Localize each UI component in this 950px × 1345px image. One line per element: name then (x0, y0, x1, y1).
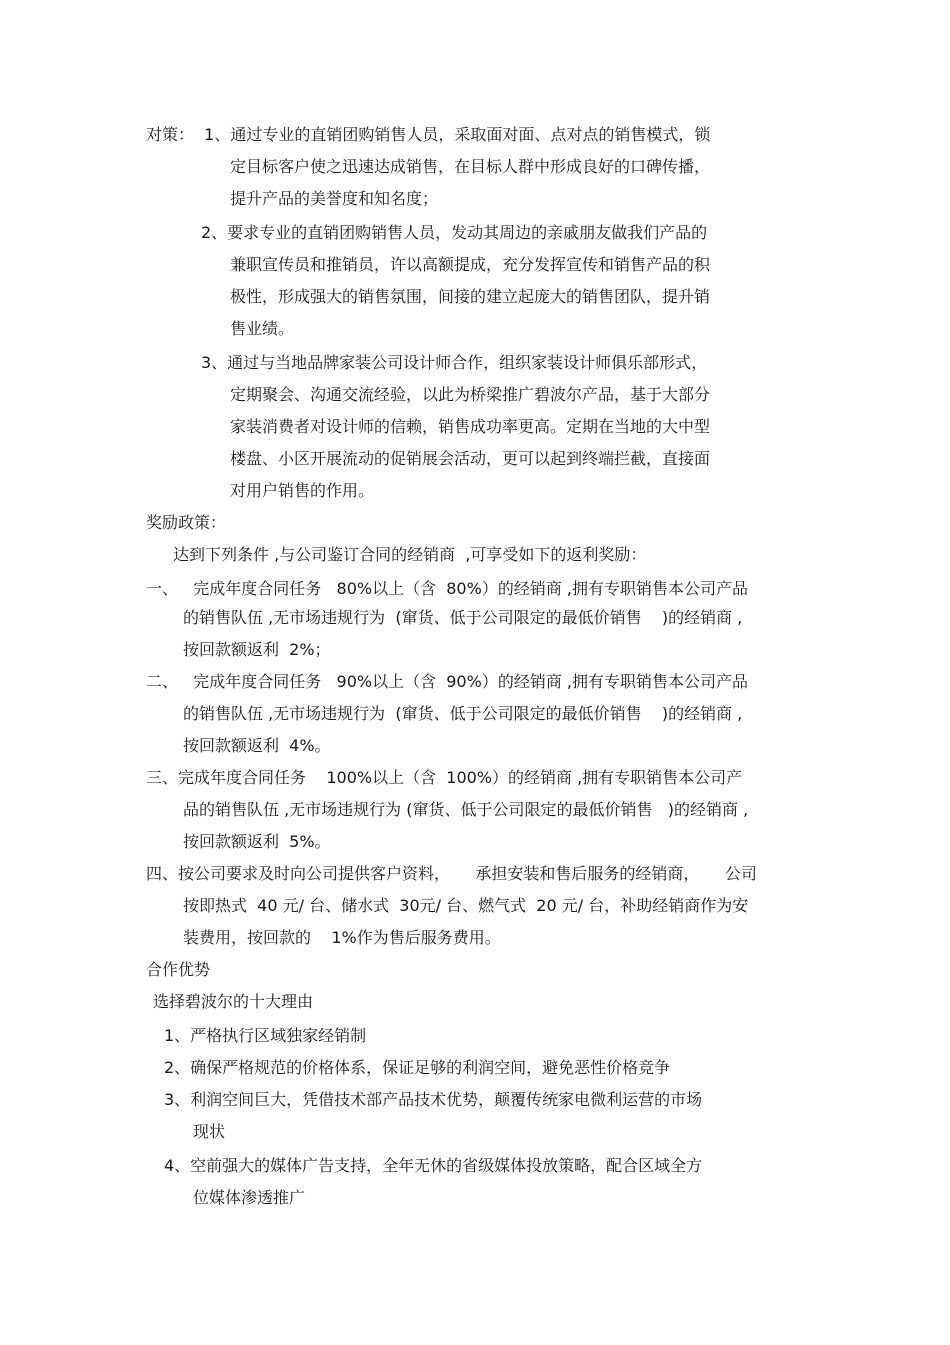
reason-4-line-1: 4、空前强大的媒体广告支持，全年无休的省级媒体投放策略，配合区域全方 (164, 1156, 703, 1175)
countermeasures-line-2: 定目标客户使之迅速达成销售，在目标人群中形成良好的口碑传播， (230, 157, 711, 176)
reward-item-4-line-2: 按即热式 40 元/ 台、储水式 30元/ 台、燃气式 20 元/ 台，补助经销商作为安 (183, 896, 749, 915)
reward-item-3-line-1: 三、完成年度合同任务 100%以上（含 100%）的经销商 ,拥有专职销售本公司产 (146, 768, 743, 787)
countermeasures-line-12: 对用户销售的作用。 (230, 481, 375, 500)
ten-reasons-heading: 选择碧波尔的十大理由 (153, 992, 314, 1011)
countermeasures-line-10: 家装消费者对设计师的信赖，销售成功率更高。定期在当地的大中型 (230, 417, 711, 436)
reward-item-2-line-1: 二、 完成年度合同任务 90%以上（含 90%）的经销商 ,拥有专职销售本公司产品 (146, 672, 748, 691)
reason-3-line-2: 现状 (193, 1122, 226, 1141)
reason-3-line-1: 3、利润空间巨大，凭借技术部产品技术优势，颠覆传统家电微利运营的市场 (164, 1090, 703, 1109)
countermeasures-line-6: 极性，形成强大的销售氛围，间接的建立起庞大的销售团队，提升销 (230, 287, 711, 306)
countermeasures-line-11: 楼盘、小区开展流动的促销展会活动，更可以起到终端拦截，直接面 (230, 449, 711, 468)
countermeasures-line-7: 售业绩。 (230, 319, 295, 338)
cooperation-heading: 合作优势 (146, 960, 211, 979)
countermeasures-line-3: 提升产品的美誉度和知名度； (230, 189, 439, 208)
reward-item-1-line-2: 的销售队伍 ,无市场违规行为 (窜货、低于公司限定的最低价销售 )的经销商 , (183, 608, 743, 627)
countermeasures-line-9: 定期聚会、沟通交流经验，以此为桥梁推广碧波尔产品，基于大部分 (230, 385, 711, 404)
reward-item-2-line-2: 的销售队伍 ,无市场违规行为 (窜货、低于公司限定的最低价销售 )的经销商 , (183, 704, 743, 723)
countermeasures-line-8: 3、通过与当地品牌家装公司设计师合作，组织家装设计师俱乐部形式， (201, 353, 708, 372)
reward-policy-intro: 达到下列条件 ,与公司鉴订合同的经销商 ,可享受如下的返利奖励： (173, 545, 647, 564)
countermeasures-line-4: 2、要求专业的直销团购销售人员，发动其周边的亲戚朋友做我们产品的 (201, 223, 708, 242)
reward-item-4-line-3: 装费用，按回款的 1%作为售后服务费用。 (183, 928, 501, 947)
reward-policy-heading: 奖励政策： (146, 513, 227, 532)
reward-item-3-line-2: 品的销售队伍 ,无市场违规行为 (窜货、低于公司限定的最低价销售 )的经销商 , (183, 800, 749, 819)
reward-item-4-line-1: 四、按公司要求及时向公司提供客户资料， 承担安装和售后服务的经销商， 公司 (146, 864, 757, 883)
reason-4-line-2: 位媒体渗透推广 (193, 1188, 306, 1207)
countermeasures-line-5: 兼职宣传员和推销员，许以高额提成，充分发挥宣传和销售产品的积 (230, 255, 711, 274)
reason-2: 2、确保严格规范的价格体系，保证足够的利润空间，避免恶性价格竞争 (164, 1058, 671, 1077)
countermeasures-line-1: 对策： 1、通过专业的直销团购销售人员，采取面对面、点对点的销售模式，锁 (146, 125, 711, 144)
reward-item-3-line-3: 按回款额返利 5%。 (183, 832, 331, 851)
reward-item-1-line-3: 按回款额返利 2%； (183, 640, 331, 659)
reason-1: 1、严格执行区域独家经销制 (164, 1026, 367, 1045)
reward-item-1-line-1: 一、 完成年度合同任务 80%以上（含 80%）的经销商 ,拥有专职销售本公司产品 (146, 579, 748, 598)
reward-item-2-line-3: 按回款额返利 4%。 (183, 736, 331, 755)
